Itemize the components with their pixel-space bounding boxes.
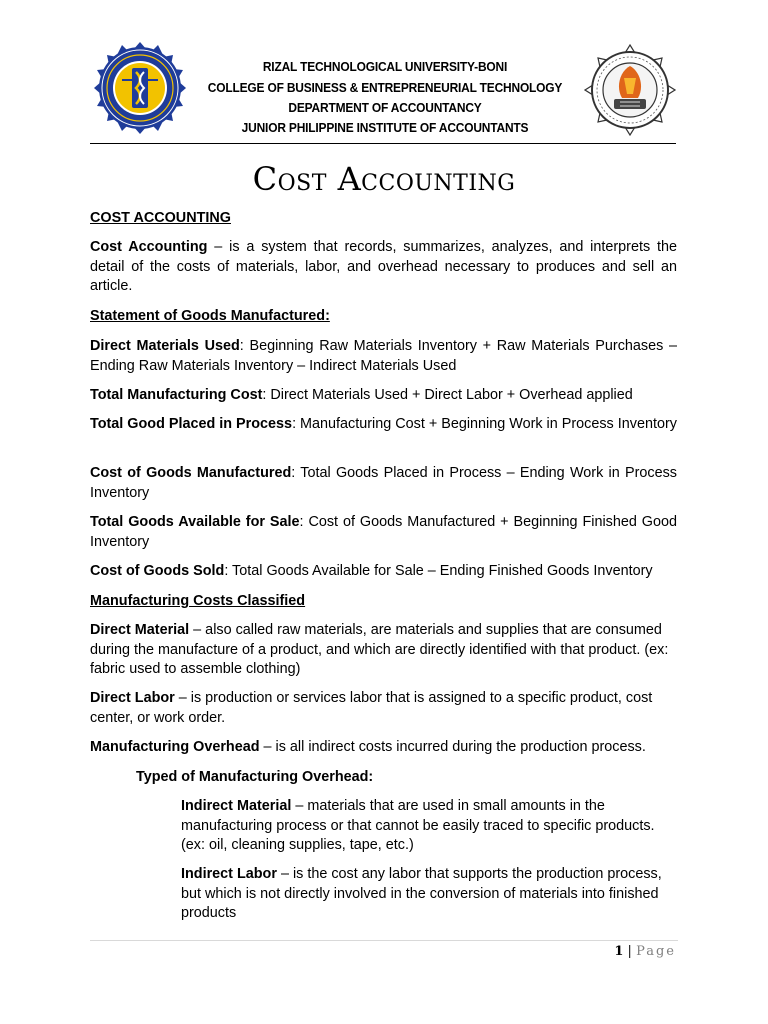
total-good-placed-in-process bbox=[90, 415, 677, 435]
direct-material bbox=[90, 621, 677, 680]
direct-materials-used bbox=[90, 337, 677, 376]
definition: : Manufacturing Cost + Beginning Work in Process Inventory bbox=[292, 416, 677, 432]
college-name: COLLEGE OF BUSINESS & ENTREPRENEURIAL TECHNOLOGY bbox=[207, 80, 563, 95]
department-name: DEPARTMENT OF ACCOUNTANCY bbox=[288, 100, 482, 115]
definition: : Cost of Goods Manufactured + Beginning Finished Good Inventory bbox=[90, 514, 678, 550]
term: Cost Accounting bbox=[90, 239, 208, 255]
definition: : Total Goods Available for Sale – Ending Finished Goods Inventory bbox=[224, 563, 653, 579]
cost-of-goods-sold bbox=[90, 562, 677, 582]
term: Direct Labor bbox=[90, 690, 175, 706]
definition: : Direct Materials Used + Direct Labor + Overhead applied bbox=[262, 387, 633, 403]
definition: – also called raw materials, are materials and supplies that are consumed during the manufacture of a product, and which are directly identified with that product. (ex: fabric used to assemble clothing) bbox=[90, 622, 669, 677]
definition: – is production or services labor that is assigned to a specific product, cost center, or work order. bbox=[90, 690, 653, 726]
definition: – is a system that records, summarizes, analyzes, and interprets the detail of the costs of materials, labor, and overhead necessary to produces and sell an article. bbox=[90, 239, 678, 294]
page-separator: | bbox=[627, 944, 632, 959]
term: Total Good Placed in Process bbox=[90, 416, 293, 432]
header-divider bbox=[90, 143, 676, 144]
jpia-logo bbox=[584, 44, 676, 136]
term: Cost of Goods Sold bbox=[90, 563, 225, 579]
direct-labor bbox=[90, 689, 677, 728]
definition: : Beginning Raw Materials Inventory + Raw Materials Purchases – Ending Raw Materials Inventory – Indirect Materials Used bbox=[90, 338, 678, 374]
term: Direct Materials Used bbox=[90, 338, 240, 354]
page-number-value: 1 bbox=[614, 944, 624, 959]
page-title: Cost Accounting bbox=[252, 160, 516, 198]
page-label: Page bbox=[636, 944, 676, 959]
indirect-material bbox=[181, 797, 679, 856]
types-of-overhead-heading: Typed of Manufacturing Overhead: bbox=[136, 769, 374, 785]
term: Manufacturing Overhead bbox=[90, 739, 260, 755]
section-heading-cost-accounting: COST ACCOUNTING bbox=[90, 210, 231, 226]
term: Total Goods Available for Sale bbox=[90, 514, 300, 530]
organization-name: JUNIOR PHILIPPINE INSTITUTE OF ACCOUNTANTS bbox=[241, 120, 529, 135]
term: Total Manufacturing Cost bbox=[90, 387, 263, 403]
cost-accounting-definition bbox=[90, 238, 677, 297]
page-number bbox=[614, 944, 676, 959]
term: Direct Material bbox=[90, 622, 190, 638]
footer-divider bbox=[90, 940, 678, 941]
section-heading-manufacturing-costs: Manufacturing Costs Classified bbox=[90, 593, 306, 609]
university-name: RIZAL TECHNOLOGICAL UNIVERSITY-BONI bbox=[262, 59, 508, 74]
definition: – materials that are used in small amounts in the manufacturing process or that cannot be easily traced to specific products. (ex: oil, cleaning supplies, tape, etc.) bbox=[181, 798, 655, 853]
term: Cost of Goods Manufactured bbox=[90, 465, 292, 481]
definition: : Total Goods Placed in Process – Ending Work in Process Inventory bbox=[90, 465, 677, 501]
indirect-labor bbox=[181, 865, 679, 924]
section-heading-statement: Statement of Goods Manufactured: bbox=[90, 308, 330, 324]
cost-of-goods-manufactured bbox=[90, 464, 677, 503]
term: Indirect Labor bbox=[181, 866, 277, 882]
rtu-logo bbox=[92, 40, 188, 136]
manufacturing-overhead bbox=[90, 738, 677, 758]
total-manufacturing-cost bbox=[90, 386, 677, 406]
definition: – is all indirect costs incurred during the production process. bbox=[259, 739, 646, 755]
total-goods-available-for-sale bbox=[90, 513, 677, 552]
term: Indirect Material bbox=[181, 798, 292, 814]
definition: – is the cost any labor that supports the production process, but which is not directly involved in the conversion of materials into finished products bbox=[181, 866, 662, 921]
